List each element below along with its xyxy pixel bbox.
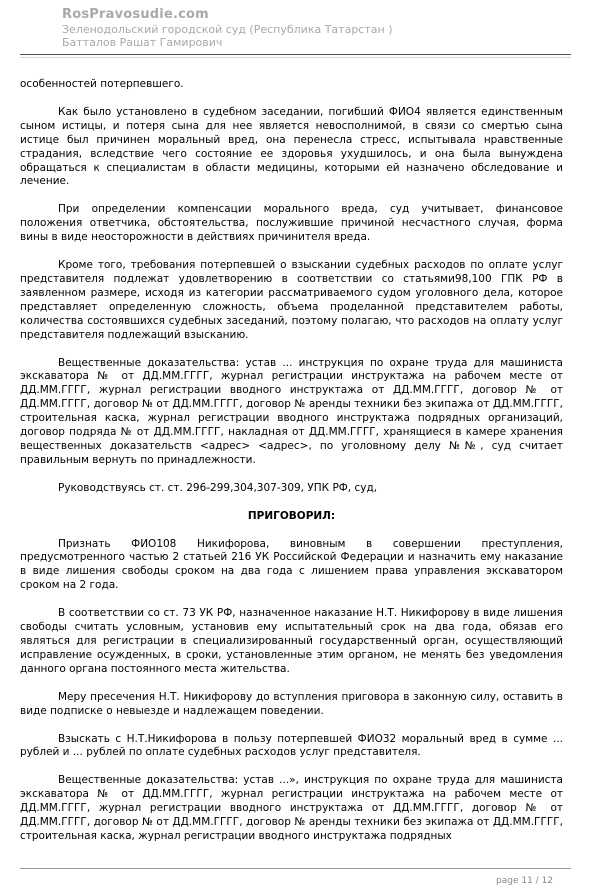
verdict-heading: ПРИГОВОРИЛ: xyxy=(247,509,336,522)
paragraph-restraint-measure: Меру пресечения Н.Т. Никифорову до вступления приговора в законную силу, оставить в виде подписке о невыезде и надлежащем поведении. xyxy=(20,690,563,717)
document-body xyxy=(20,78,563,858)
paragraph-probation: В соответствии со ст. 73 УК РФ, назначенное наказание Н.Т. Никифорову в виде лишения свободы считать условным, установив ему испытательный срок на два года, обязав его являться для регистрации в специализированный государственный орган, осуществляющий исправление осужденных, в сроки, установленные этим органом, не менять без уведомления данного органа постоянного места жительства. xyxy=(20,607,563,675)
paragraph-moral-harm: Как было установлено в судебном заседании, погибший ФИО4 является единственным сыном истицы, и потеря сына для нее является невосполнимой, в связи со смертью сына истице был причинен моральный вред, она перенесла стресс, испытывала нравственные страдания, вследствие чего состояние ее здоровья ухудшилось, и она была вынуждена обращаться к специалистам в области медицины, которыми ей назначено обследование и лечение. xyxy=(20,105,563,188)
page-number: page 11 / 12 xyxy=(496,876,553,886)
page-header xyxy=(62,6,562,49)
paragraph-damages: Взыскать с Н.Т.Никифорова в пользу потерпевшей ФИО32 моральный вред в сумме ... рублей и ... рублей по оплате судебных расходов услуг представителя. xyxy=(20,732,563,759)
judge-name: Батталов Рашат Гамирович xyxy=(62,36,223,49)
paragraph-guided-by: Руководствуясь ст. ст. 296-299,304,307-309, УПК РФ, суд, xyxy=(58,481,378,494)
footer-divider xyxy=(20,868,571,869)
court-name: Зеленодольский городской суд (Республика Татарстан ) xyxy=(62,23,393,36)
paragraph-compensation-factors: При определении компенсации морального вреда, суд учитывает, финансовое положения ответчика, обстоятельства, послужившие причиной несчастного случая, форма вины в виде неосторожности в действиях причинителя вреда. xyxy=(20,203,563,244)
site-name: RosPravosudie.com xyxy=(62,7,209,22)
paragraph-continuation: особенностей потерпевшего. xyxy=(20,78,184,90)
header-divider xyxy=(20,54,571,58)
paragraph-legal-costs: Кроме того, требования потерпевшей о взыскании судебных расходов по оплате услуг представителя подлежат удовлетворению в соответствии со статьями98,100 ГПК РФ в заявленном размере, исходя из категории рассматриваемого судом уголовного дела, которое представляет определенную сложность, объема проделанной представителем работы, количества состоявшихся судебных заседаний, поэтому полагаю, что расходов на оплату услуг представителя подлежащий взысканию. xyxy=(20,259,563,341)
paragraph-evidence-final: Вещественные доказательства: устав ...», инструкция по охране труда для машиниста экскаватора № от ДД.ММ.ГГГГ, журнал регистрации инструктажа на рабочем месте от ДД.ММ.ГГГГ, журнал регистрации вводного инструктажа от ДД.ММ.ГГГГ, договор № от ДД.ММ.ГГГГ, договор № от ДД.ММ.ГГГГ, договор № аренды техники без экипажа от ДД.ММ.ГГГГ, строительная каска, журнал регистрации вводного инструктажа подрядных xyxy=(20,774,563,842)
paragraph-evidence: Вещественные доказательства: устав ... инструкция по охране труда для машиниста экскаватора № от ДД.ММ.ГГГГ, журнал регистрации инструктажа на рабочем месте от ДД.ММ.ГГГГ, журнал регистрации вводного инструктажа от ДД.ММ.ГГГГ, договор № от ДД.ММ.ГГГГ, договор № от ДД.ММ.ГГГГ, договор № аренды техники без экипажа от ДД.ММ.ГГГГ, строительная каска, журнал регистрации вводного инструктажа подрядных организаций, договор подряда № от ДД.ММ.ГГГГ, накладная от ДД.ММ.ГГГГ, хранящиеся в камере хранения вещественных доказательств <адрес> <адрес>, по уголовному делу №№, суд считает правильным вернуть по принадлежности. xyxy=(20,356,563,466)
paragraph-sentence: Признать ФИО108 Никифорова, виновным в совершении преступления, предусмотренного частью 2 статьей 216 УК Российской Федерации и назначить ему наказание в виде лишения свободы сроком на два года с лишением права управления экскаватором сроком на 2 года. xyxy=(20,537,563,592)
